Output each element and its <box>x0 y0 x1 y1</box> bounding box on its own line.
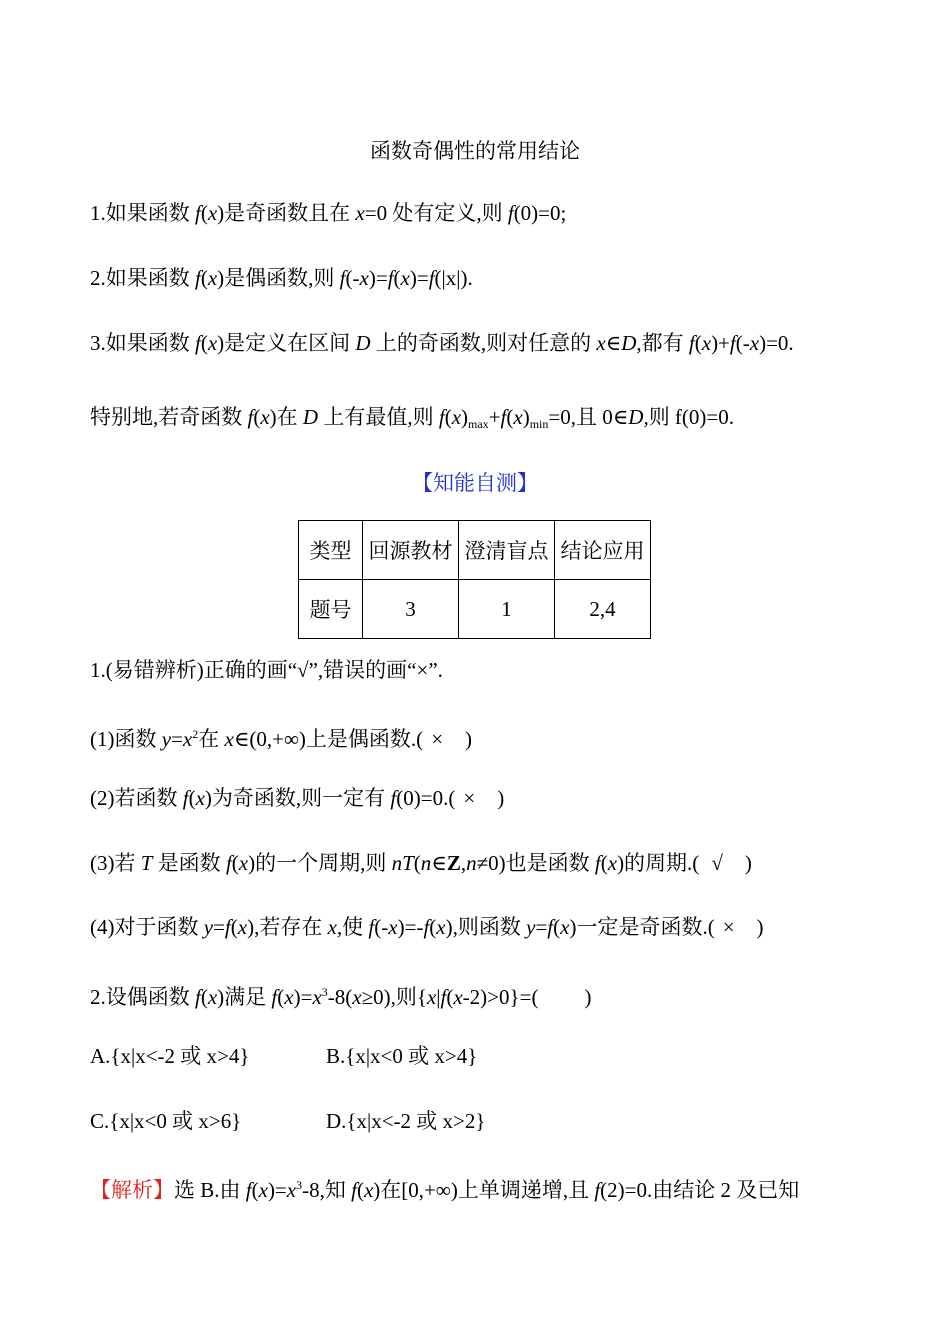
option-a[interactable]: A.{x|x<-2 或 x>4} <box>90 1044 250 1068</box>
answer-mark: × <box>463 786 476 810</box>
table-cell: 结论应用 <box>555 521 651 580</box>
question-1-intro: 1.(易错辨析)正确的画“√”,错误的画“×”. <box>90 658 443 682</box>
conclusion-2: 2.如果函数 f(x)是偶函数,则 f(-x)=f(x)=f(|x|). <box>90 266 473 290</box>
table-cell: 题号 <box>299 580 363 639</box>
conclusion-1: 1.如果函数 f(x)是奇函数且在 x=0 处有定义,则 f(0)=0; <box>90 201 567 225</box>
answer-mark: × <box>722 915 735 939</box>
table-cell: 1 <box>459 580 555 639</box>
question-1-item-1: (1)函数 $y=x^2$在 x∈(0,+∞)上是偶函数.( × ) <box>90 727 473 751</box>
answer-mark: √ <box>711 851 723 875</box>
option-c[interactable]: C.{x|x<0 或 x>6} <box>90 1109 242 1133</box>
table-header-row <box>299 521 651 580</box>
answer-mark: × <box>431 727 444 751</box>
section-title: 【知能自测】 <box>412 471 538 495</box>
question-2-stem: 2.设偶函数 f(x)满足 $f(x)=x^3-8(x\ge 0)$,则{x|f(x-2)>0}=( ) <box>90 985 592 1009</box>
table-cell: 回源教材 <box>363 521 459 580</box>
question-1-item-4: (4)对于函数 y=f(x),若存在 x,使 f(-x)=-f(x),则函数 y=f(x)一定是奇函数.( × ) <box>90 915 764 939</box>
question-1-item-3: (3)若 T 是函数 f(x)的一个周期,则 nT(n∈Z,n≠0)也是函数 f(x)的周期.( √ ) <box>90 851 752 875</box>
analysis: 【解析】选 B.由 $f(x)=x^3-8$,知 f(x)在[0,+∞)上单调递增,且 f(2)=0.由结论 2 及已知 <box>90 1178 800 1202</box>
conclusion-3: 3.如果函数 f(x)是定义在区间 D 上的奇函数,则对任意的 x∈D,都有 f(x)+f(-x)=0. <box>90 331 794 355</box>
conclusion-note: 特别地,若奇函数 f(x)在 D 上有最值,则 $f(x)_{max}+f(x)_{min}=0$,且 0∈D,则 f(0)=0. <box>90 405 735 431</box>
table-cell: 3 <box>363 580 459 639</box>
option-d[interactable]: D.{x|x<-2 或 x>2} <box>326 1109 486 1133</box>
page-title: 函数奇偶性的常用结论 <box>370 139 580 163</box>
analysis-label: 【解析】 <box>90 1178 174 1202</box>
table-cell: 澄清盲点 <box>459 521 555 580</box>
question-1-item-2: (2)若函数 f(x)为奇函数,则一定有 f(0)=0.( × ) <box>90 786 505 810</box>
question-type-table <box>298 520 651 639</box>
table-cell: 2,4 <box>555 580 651 639</box>
option-b[interactable]: B.{x|x<0 或 x>4} <box>326 1044 478 1068</box>
table-cell: 类型 <box>299 521 363 580</box>
table-row <box>299 580 651 639</box>
